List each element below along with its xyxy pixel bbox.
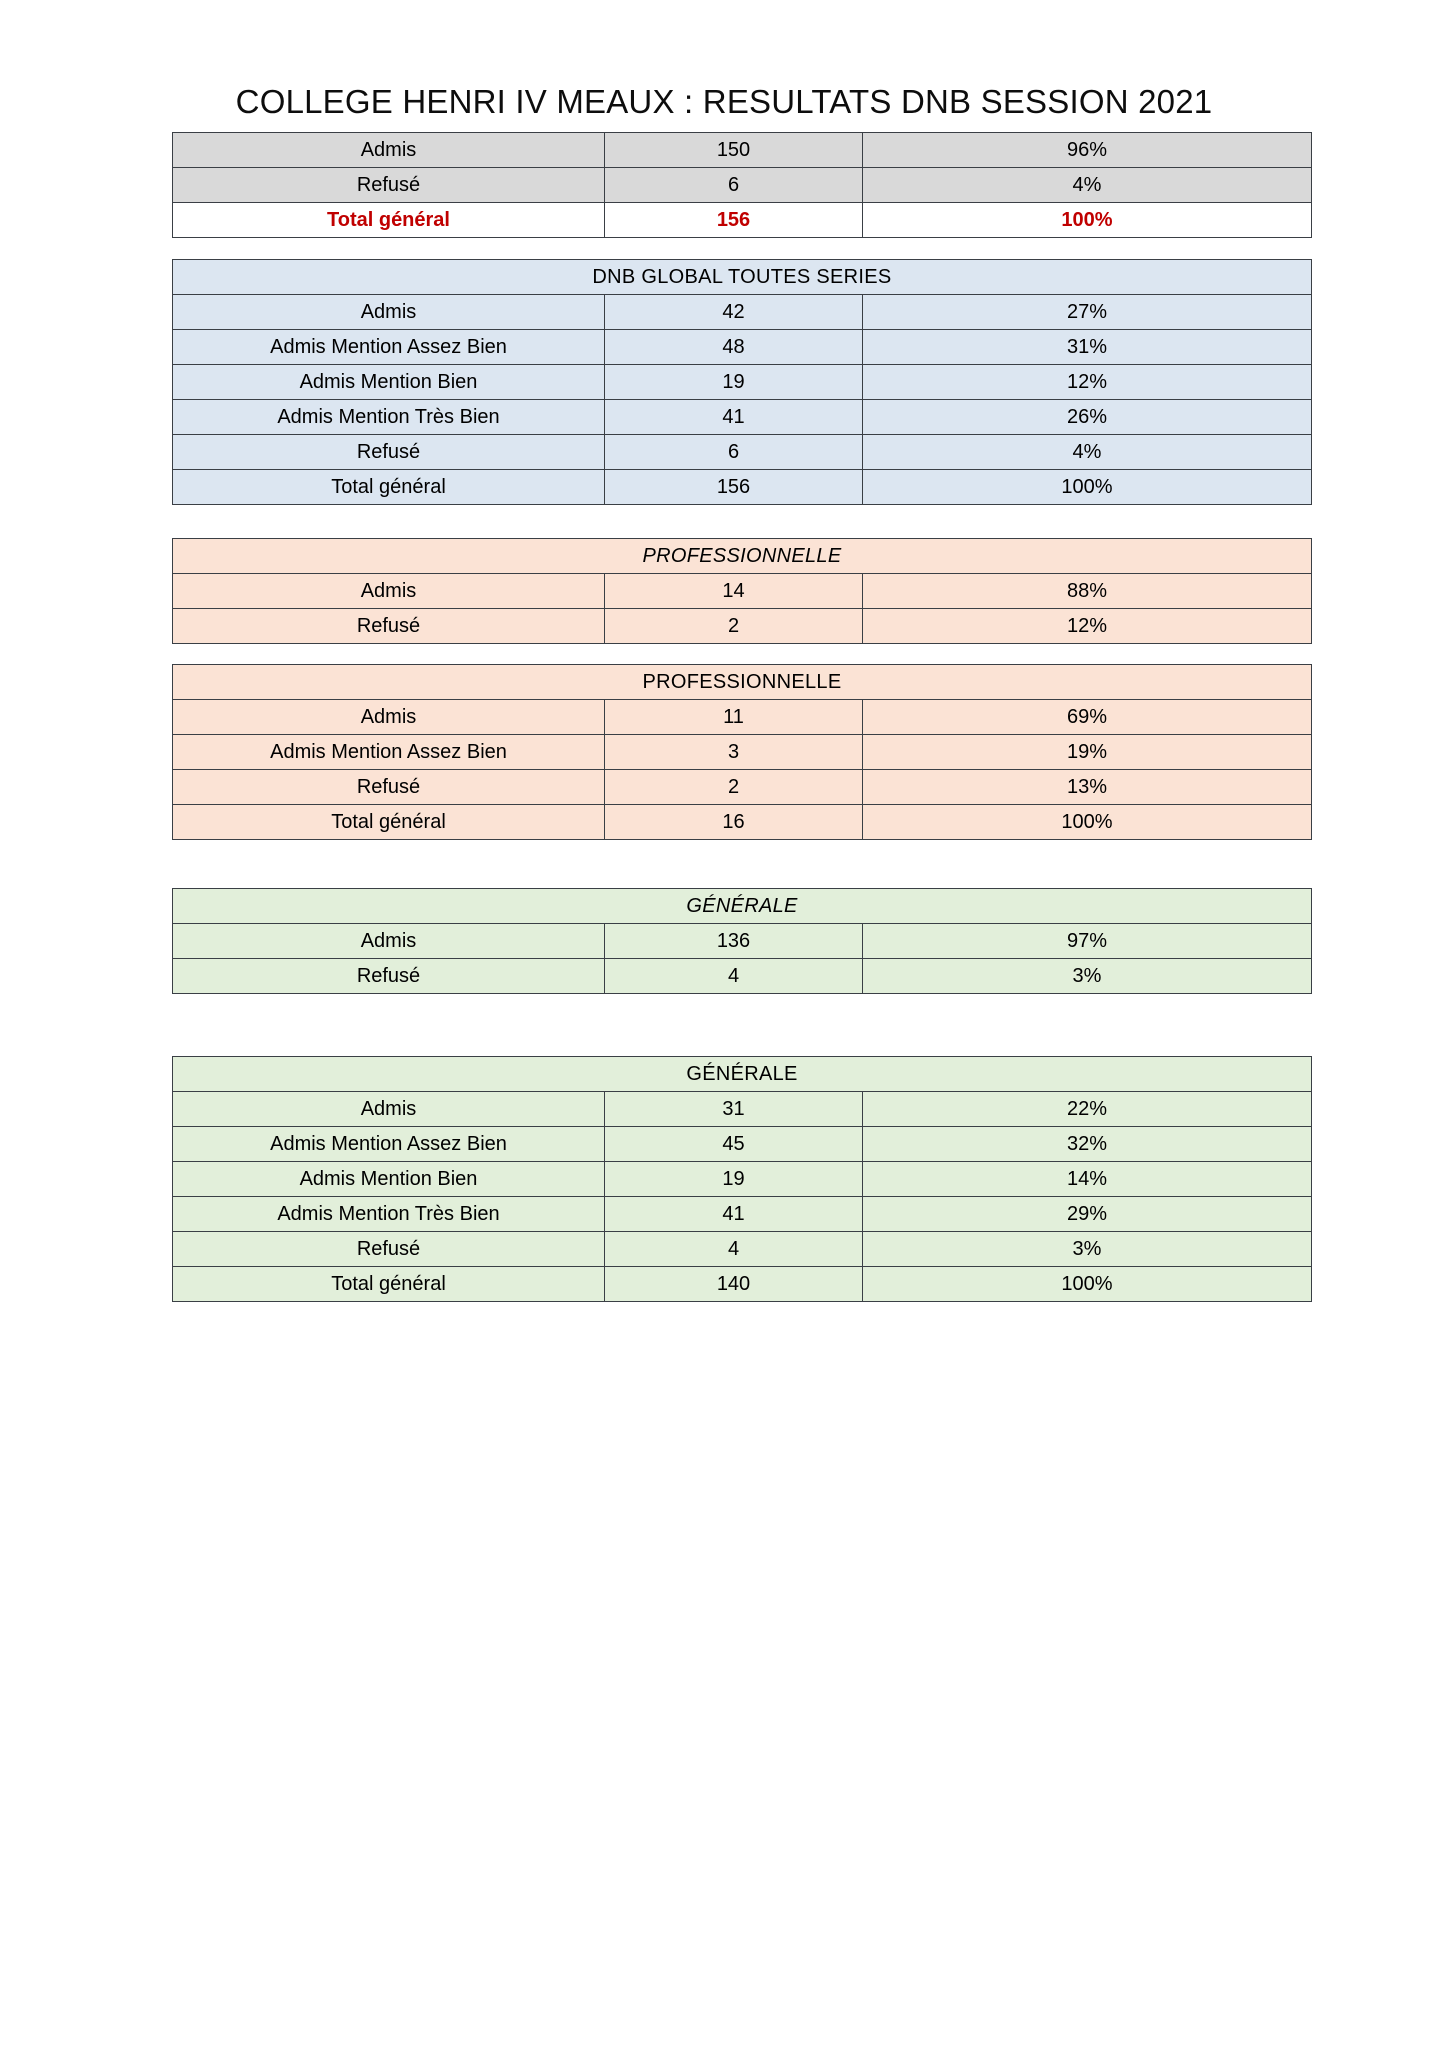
row-percent-cell: 12% — [863, 365, 1312, 400]
table-caption: GÉNÉRALE — [173, 1057, 1312, 1092]
row-label-cell: Admis Mention Assez Bien — [173, 1127, 605, 1162]
row-label-cell: Admis — [173, 574, 605, 609]
row-count-cell: 4 — [605, 959, 863, 994]
results-table-global-summary — [172, 132, 1312, 238]
table-row — [173, 1232, 1312, 1267]
row-percent-cell: 4% — [863, 435, 1312, 470]
table-row — [173, 805, 1312, 840]
row-label-cell: Refusé — [173, 770, 605, 805]
results-table-gen-summary — [172, 888, 1312, 994]
table-row — [173, 1267, 1312, 1302]
table-row — [173, 470, 1312, 505]
table-block-gen-summary — [172, 888, 1311, 994]
row-count-cell: 6 — [605, 435, 863, 470]
row-percent-cell: 97% — [863, 924, 1312, 959]
row-percent-cell: 100% — [863, 1267, 1312, 1302]
row-count-cell: 4 — [605, 1232, 863, 1267]
row-label-cell: Admis — [173, 1092, 605, 1127]
row-percent-cell: 96% — [863, 133, 1312, 168]
row-count-cell: 136 — [605, 924, 863, 959]
table-caption-row — [173, 1057, 1312, 1092]
table-row — [173, 133, 1312, 168]
row-count-cell: 45 — [605, 1127, 863, 1162]
row-label-cell: Admis Mention Bien — [173, 365, 605, 400]
row-percent-cell: 100% — [863, 203, 1312, 238]
row-label-cell: Admis Mention Très Bien — [173, 1197, 605, 1232]
table-row — [173, 365, 1312, 400]
row-label-cell: Admis Mention Assez Bien — [173, 735, 605, 770]
row-count-cell: 42 — [605, 295, 863, 330]
row-count-cell: 6 — [605, 168, 863, 203]
row-label-cell: Refusé — [173, 435, 605, 470]
table-row — [173, 203, 1312, 238]
table-caption-row — [173, 889, 1312, 924]
row-count-cell: 156 — [605, 470, 863, 505]
row-label-cell: Refusé — [173, 168, 605, 203]
table-block-pro-detail — [172, 664, 1311, 840]
table-caption: PROFESSIONNELLE — [173, 665, 1312, 700]
row-count-cell: 150 — [605, 133, 863, 168]
results-table-pro-summary — [172, 538, 1312, 644]
row-percent-cell: 100% — [863, 470, 1312, 505]
row-count-cell: 41 — [605, 1197, 863, 1232]
row-count-cell: 19 — [605, 365, 863, 400]
row-percent-cell: 13% — [863, 770, 1312, 805]
row-count-cell: 31 — [605, 1092, 863, 1127]
row-count-cell: 2 — [605, 609, 863, 644]
row-label-cell: Refusé — [173, 609, 605, 644]
row-label-cell: Total général — [173, 203, 605, 238]
table-row — [173, 574, 1312, 609]
table-row — [173, 959, 1312, 994]
table-row — [173, 1127, 1312, 1162]
table-caption-row — [173, 260, 1312, 295]
row-percent-cell: 3% — [863, 1232, 1312, 1267]
row-label-cell: Admis — [173, 295, 605, 330]
row-label-cell: Admis Mention Très Bien — [173, 400, 605, 435]
table-row — [173, 168, 1312, 203]
table-row — [173, 330, 1312, 365]
table-block-dnb-global — [172, 259, 1311, 505]
table-block-global-summary — [172, 132, 1311, 238]
table-row — [173, 1092, 1312, 1127]
row-count-cell: 14 — [605, 574, 863, 609]
row-percent-cell: 3% — [863, 959, 1312, 994]
row-count-cell: 3 — [605, 735, 863, 770]
table-block-pro-summary — [172, 538, 1311, 644]
table-row — [173, 400, 1312, 435]
row-label-cell: Admis — [173, 700, 605, 735]
table-row — [173, 700, 1312, 735]
row-percent-cell: 69% — [863, 700, 1312, 735]
table-block-gen-detail — [172, 1056, 1311, 1302]
row-count-cell: 11 — [605, 700, 863, 735]
row-label-cell: Admis Mention Bien — [173, 1162, 605, 1197]
table-row — [173, 735, 1312, 770]
table-caption-row — [173, 665, 1312, 700]
row-percent-cell: 14% — [863, 1162, 1312, 1197]
row-percent-cell: 26% — [863, 400, 1312, 435]
row-label-cell: Total général — [173, 470, 605, 505]
results-table-gen-detail — [172, 1056, 1312, 1302]
row-label-cell: Refusé — [173, 1232, 605, 1267]
row-percent-cell: 88% — [863, 574, 1312, 609]
row-count-cell: 140 — [605, 1267, 863, 1302]
row-percent-cell: 31% — [863, 330, 1312, 365]
row-label-cell: Admis — [173, 133, 605, 168]
row-percent-cell: 12% — [863, 609, 1312, 644]
row-label-cell: Refusé — [173, 959, 605, 994]
table-row — [173, 770, 1312, 805]
table-row — [173, 924, 1312, 959]
row-percent-cell: 22% — [863, 1092, 1312, 1127]
table-caption: PROFESSIONNELLE — [173, 539, 1312, 574]
table-caption-row — [173, 539, 1312, 574]
row-count-cell: 156 — [605, 203, 863, 238]
page-title: COLLEGE HENRI IV MEAUX : RESULTATS DNB SESSION 2021 — [235, 83, 1213, 120]
table-caption: DNB GLOBAL TOUTES SERIES — [173, 260, 1312, 295]
table-row — [173, 609, 1312, 644]
row-count-cell: 41 — [605, 400, 863, 435]
row-label-cell: Admis — [173, 924, 605, 959]
table-row — [173, 295, 1312, 330]
table-row — [173, 1197, 1312, 1232]
row-label-cell: Total général — [173, 805, 605, 840]
results-table-pro-detail — [172, 664, 1312, 840]
table-caption: GÉNÉRALE — [173, 889, 1312, 924]
row-count-cell: 16 — [605, 805, 863, 840]
row-percent-cell: 19% — [863, 735, 1312, 770]
row-count-cell: 48 — [605, 330, 863, 365]
row-label-cell: Total général — [173, 1267, 605, 1302]
row-count-cell: 2 — [605, 770, 863, 805]
row-count-cell: 19 — [605, 1162, 863, 1197]
results-table-dnb-global — [172, 259, 1312, 505]
row-percent-cell: 27% — [863, 295, 1312, 330]
row-percent-cell: 100% — [863, 805, 1312, 840]
row-percent-cell: 32% — [863, 1127, 1312, 1162]
table-row — [173, 435, 1312, 470]
row-percent-cell: 4% — [863, 168, 1312, 203]
row-percent-cell: 29% — [863, 1197, 1312, 1232]
table-row — [173, 1162, 1312, 1197]
row-label-cell: Admis Mention Assez Bien — [173, 330, 605, 365]
